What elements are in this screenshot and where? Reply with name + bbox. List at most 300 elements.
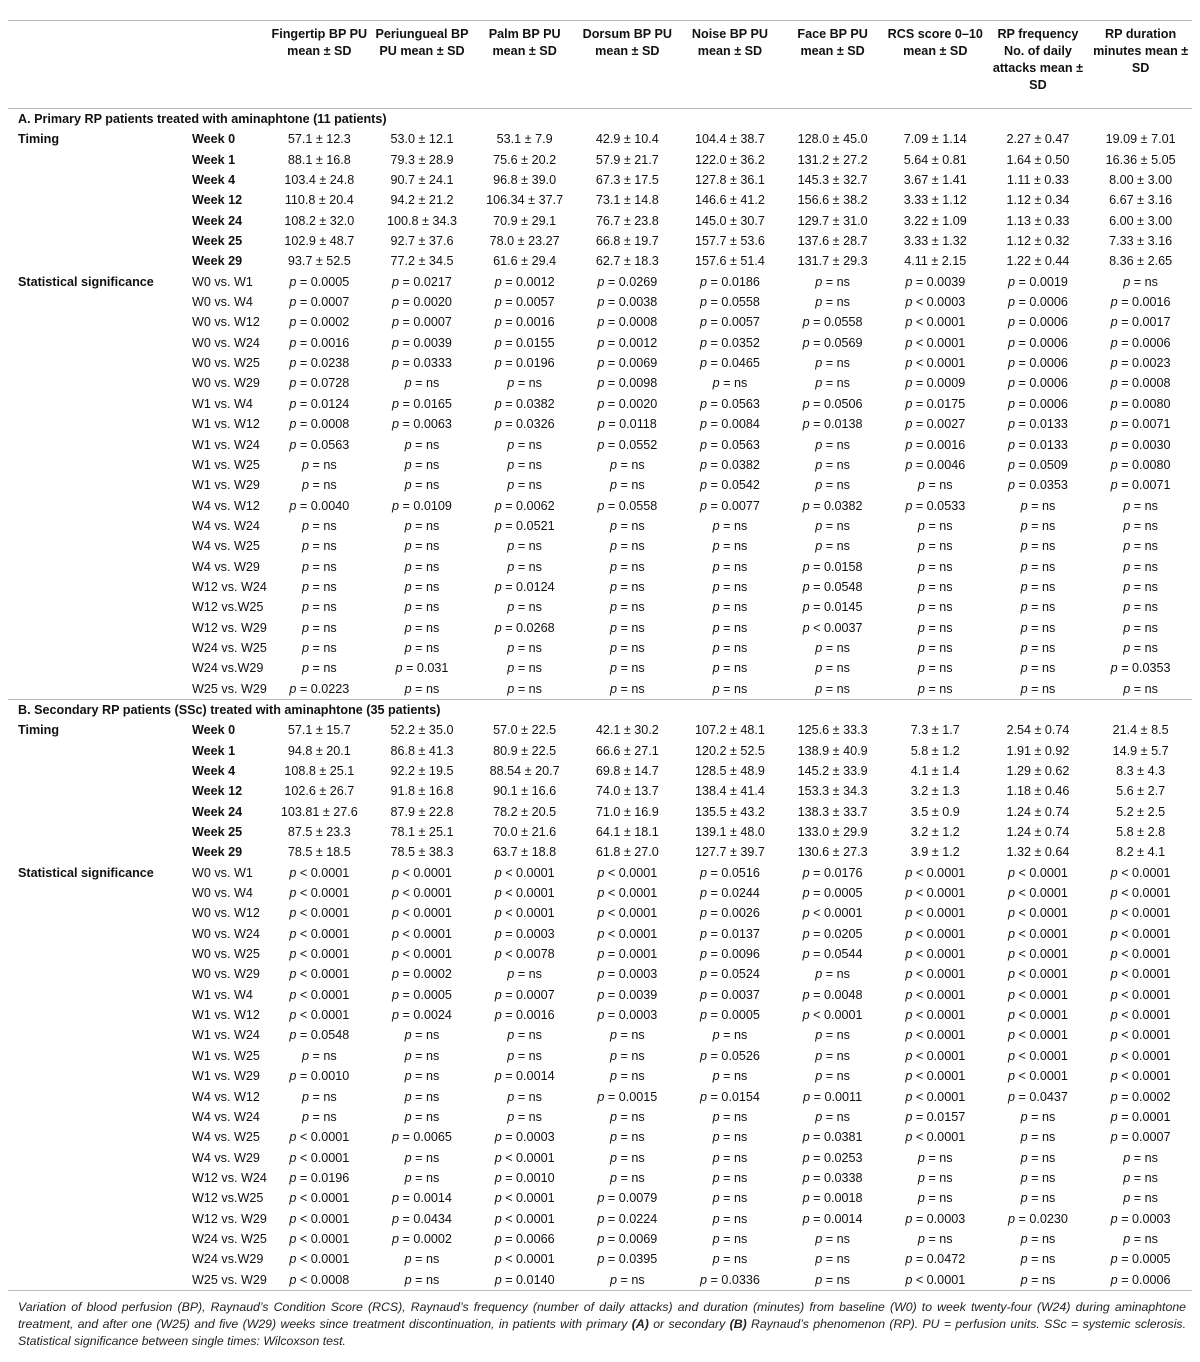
p-symbol: p	[917, 661, 925, 676]
p-value-cell	[679, 964, 782, 984]
p-symbol: p	[597, 906, 605, 921]
p-value-cell	[1089, 373, 1192, 393]
header-row	[8, 21, 1192, 109]
table-cell: 42.9 ± 10.4	[595, 132, 659, 147]
p-symbol: p	[905, 376, 913, 391]
p-symbol: p	[494, 579, 502, 594]
p-symbol: p	[301, 661, 309, 676]
p-symbol: p	[700, 274, 708, 289]
p-symbol: p	[392, 335, 400, 350]
group-label	[8, 373, 182, 393]
p-value-cell	[679, 353, 782, 373]
table-cell: 57.1 ± 12.3	[287, 132, 351, 147]
p-value-cell	[1089, 1107, 1192, 1127]
p-value: < 0.0001	[1018, 967, 1068, 982]
p-symbol: p	[404, 1028, 412, 1043]
stats-row	[8, 272, 1192, 292]
p-value-cell	[576, 903, 679, 923]
p-value-cell	[781, 985, 884, 1005]
row-label: W0 vs. W12	[192, 315, 260, 330]
p-value: = 0.0003	[505, 926, 555, 941]
column-header: Palm BP PU mean ± SD	[488, 27, 561, 58]
p-symbol: p	[700, 926, 708, 941]
p-value-cell	[781, 924, 884, 944]
p-symbol: p	[815, 1028, 823, 1043]
p-value: = ns	[620, 1130, 645, 1145]
table-cell: 139.1 ± 48.0	[694, 825, 765, 840]
p-value: = ns	[825, 437, 850, 452]
p-value-cell	[781, 1270, 884, 1291]
p-value-cell	[679, 679, 782, 700]
timing-row	[8, 822, 1192, 842]
p-value: < 0.0008	[299, 1272, 350, 1287]
p-symbol: p	[1007, 1028, 1015, 1043]
p-symbol: p	[1123, 1170, 1131, 1185]
p-value: = ns	[1031, 498, 1056, 513]
timing-row	[8, 842, 1192, 862]
p-value: < 0.0001	[402, 926, 452, 941]
p-value-cell	[1089, 516, 1192, 536]
p-value: = ns	[723, 600, 748, 615]
p-value-cell	[576, 373, 679, 393]
p-value-cell	[1089, 964, 1192, 984]
group-label	[8, 597, 182, 617]
p-value: = 0.0138	[813, 417, 863, 432]
p-value: = ns	[415, 1089, 440, 1104]
p-value-cell	[987, 577, 1090, 597]
table-cell: 157.7 ± 53.6	[694, 234, 765, 249]
p-value: = ns	[928, 559, 953, 574]
p-value: < 0.0001	[1018, 947, 1068, 962]
p-symbol: p	[597, 335, 605, 350]
header-blank	[8, 21, 182, 109]
p-value: = ns	[825, 274, 850, 289]
p-value-cell	[371, 496, 474, 516]
p-symbol: p	[507, 600, 515, 615]
group-label	[8, 557, 182, 577]
group-label	[8, 761, 182, 781]
p-symbol: p	[700, 967, 708, 982]
p-value: < 0.0001	[1018, 906, 1068, 921]
p-value: = ns	[1133, 620, 1158, 635]
p-value-cell	[473, 883, 576, 903]
section-title: B. Secondary RP patients (SSc) treated with aminaphtone (35 patients)	[18, 702, 441, 717]
p-symbol: p	[289, 1272, 297, 1287]
table-cell: 91.8 ± 16.8	[390, 784, 454, 799]
table-cell: 145.3 ± 32.7	[797, 173, 868, 188]
table-cell: 94.8 ± 20.1	[287, 743, 351, 758]
p-symbol: p	[289, 987, 297, 1002]
p-value-cell	[884, 414, 987, 434]
p-symbol: p	[1007, 356, 1015, 371]
row-label: W0 vs. W12	[192, 906, 260, 921]
p-symbol: p	[700, 947, 708, 962]
p-symbol: p	[700, 1048, 708, 1063]
p-value: < 0.0001	[1121, 1069, 1171, 1084]
p-value: < 0.0001	[915, 335, 966, 350]
p-value-cell	[679, 1025, 782, 1045]
p-value-cell	[987, 618, 1090, 638]
stats-row	[8, 394, 1192, 414]
p-value: = 0.0137	[710, 926, 760, 941]
p-value: = 0.0244	[710, 886, 760, 901]
p-value: = 0.0006	[1018, 376, 1068, 391]
p-symbol: p	[917, 1231, 925, 1246]
p-symbol: p	[609, 1028, 617, 1043]
p-symbol: p	[905, 437, 913, 452]
p-value-cell	[473, 903, 576, 923]
p-symbol: p	[289, 865, 297, 880]
p-symbol: p	[712, 559, 720, 574]
p-value: = ns	[825, 376, 850, 391]
p-value-cell	[371, 1229, 474, 1249]
p-value-cell	[1089, 455, 1192, 475]
p-value: = ns	[620, 579, 645, 594]
p-symbol: p	[1110, 1130, 1118, 1145]
p-symbol: p	[1020, 620, 1028, 635]
p-symbol: p	[609, 579, 617, 594]
p-value-cell	[1089, 1249, 1192, 1269]
p-symbol: p	[712, 620, 720, 635]
p-value: = 0.0063	[402, 417, 452, 432]
p-symbol: p	[815, 295, 823, 310]
p-value-cell	[371, 883, 474, 903]
table-cell: 138.3 ± 33.7	[797, 804, 868, 819]
p-symbol: p	[494, 417, 502, 432]
p-value: < 0.0001	[299, 886, 350, 901]
p-value: = ns	[1031, 1191, 1056, 1206]
table-cell: 78.0 ± 23.27	[489, 234, 560, 249]
p-value: = 0.0039	[915, 274, 966, 289]
p-value: = ns	[723, 579, 748, 594]
p-symbol: p	[609, 661, 617, 676]
p-value: < 0.0001	[915, 865, 966, 880]
table-cell: 1.13 ± 0.33	[1006, 213, 1070, 228]
p-value: = ns	[1031, 620, 1056, 635]
p-value: = 0.0352	[710, 335, 760, 350]
stats-row	[8, 1148, 1192, 1168]
p-value-cell	[371, 964, 474, 984]
p-symbol: p	[1110, 295, 1118, 310]
table-cell: 61.6 ± 29.4	[493, 254, 557, 269]
p-value: = ns	[928, 600, 953, 615]
table-cell: 63.7 ± 18.8	[493, 845, 557, 860]
p-value: = 0.0006	[1018, 356, 1068, 371]
column-header: Face BP PU mean ± SD	[797, 27, 868, 58]
p-symbol: p	[597, 886, 605, 901]
p-symbol: p	[289, 681, 297, 696]
p-symbol: p	[905, 1109, 913, 1124]
p-symbol: p	[815, 376, 823, 391]
p-symbol: p	[700, 335, 708, 350]
p-value: = ns	[1031, 1150, 1056, 1165]
p-value-cell	[473, 1046, 576, 1066]
p-value-cell	[987, 944, 1090, 964]
p-value: < 0.0001	[915, 356, 966, 371]
table-cell: 52.2 ± 35.0	[390, 723, 454, 738]
p-symbol: p	[815, 539, 823, 554]
p-symbol: p	[1007, 987, 1015, 1002]
p-value: < 0.0001	[1121, 1028, 1171, 1043]
p-value: < 0.0001	[1018, 926, 1068, 941]
p-value-cell	[781, 333, 884, 353]
p-value-cell	[679, 373, 782, 393]
p-value-cell	[884, 679, 987, 700]
group-label	[8, 1066, 182, 1086]
table-cell: 122.0 ± 36.2	[694, 152, 765, 167]
p-value: = 0.0017	[1121, 315, 1171, 330]
p-value: = 0.0026	[710, 906, 760, 921]
row-label: W0 vs. W24	[192, 335, 260, 350]
p-value-cell	[884, 618, 987, 638]
p-value: = ns	[825, 457, 850, 472]
p-symbol: p	[1007, 1008, 1015, 1023]
p-value-cell	[987, 1025, 1090, 1045]
p-symbol: p	[917, 559, 925, 574]
row-label: W1 vs. W29	[192, 478, 260, 493]
p-value-cell	[781, 414, 884, 434]
p-symbol: p	[712, 1109, 720, 1124]
p-value: = 0.0223	[299, 681, 350, 696]
p-value-cell	[576, 435, 679, 455]
p-value: = ns	[620, 1170, 645, 1185]
p-symbol: p	[609, 1069, 617, 1084]
p-value: = ns	[1031, 1109, 1056, 1124]
p-value-cell	[679, 272, 782, 292]
p-symbol: p	[404, 681, 412, 696]
p-value-cell	[884, 1148, 987, 1168]
p-value: = 0.0145	[813, 600, 863, 615]
p-value: = ns	[928, 579, 953, 594]
p-symbol: p	[507, 1028, 515, 1043]
p-value: = 0.0014	[505, 1069, 555, 1084]
table-body	[8, 109, 1192, 1291]
row-label: W4 vs. W25	[192, 1130, 260, 1145]
p-symbol: p	[1123, 600, 1131, 615]
p-symbol: p	[1110, 1069, 1118, 1084]
p-value-cell	[268, 394, 371, 414]
p-value-cell	[679, 1209, 782, 1229]
p-value: < 0.0001	[1018, 886, 1068, 901]
p-value-cell	[987, 1046, 1090, 1066]
table-cell: 80.9 ± 22.5	[493, 743, 557, 758]
table-cell: 1.91 ± 0.92	[1006, 743, 1070, 758]
table-cell: 157.6 ± 51.4	[694, 254, 765, 269]
p-value: = ns	[1031, 1130, 1056, 1145]
row-label: W24 vs.W29	[192, 661, 264, 676]
p-value: = 0.0037	[710, 987, 760, 1002]
p-symbol: p	[712, 1231, 720, 1246]
p-value: = ns	[1031, 1252, 1056, 1267]
p-value: = 0.0006	[1121, 1272, 1171, 1287]
p-value-cell	[679, 597, 782, 617]
p-value-cell	[884, 1229, 987, 1249]
p-value-cell	[473, 496, 576, 516]
p-value: = 0.0006	[1018, 315, 1068, 330]
p-value: = ns	[517, 681, 542, 696]
table-cell: 19.09 ± 7.01	[1105, 132, 1176, 147]
p-value: = ns	[723, 661, 748, 676]
p-value-cell	[268, 536, 371, 556]
p-symbol: p	[1110, 1048, 1118, 1063]
group-label	[8, 435, 182, 455]
p-symbol: p	[404, 1170, 412, 1185]
group-label	[8, 353, 182, 373]
p-value: = ns	[723, 1150, 748, 1165]
table-caption	[8, 1299, 1192, 1350]
p-symbol: p	[597, 274, 605, 289]
p-symbol: p	[802, 1191, 810, 1206]
p-symbol: p	[1007, 947, 1015, 962]
p-value-cell	[1089, 394, 1192, 414]
p-value-cell	[1089, 1229, 1192, 1249]
p-value: = ns	[723, 559, 748, 574]
p-value-cell	[473, 353, 576, 373]
p-value-cell	[268, 1249, 371, 1269]
p-value-cell	[1089, 618, 1192, 638]
p-value: = 0.0003	[607, 1008, 658, 1023]
p-value: = 0.0548	[299, 1028, 350, 1043]
row-label: W1 vs. W12	[192, 417, 260, 432]
p-value-cell	[781, 863, 884, 883]
p-value-cell	[781, 1229, 884, 1249]
p-value-cell	[268, 1005, 371, 1025]
p-value: = ns	[620, 661, 645, 676]
p-symbol: p	[802, 906, 810, 921]
p-symbol: p	[404, 620, 412, 635]
p-symbol: p	[802, 315, 810, 330]
p-symbol: p	[802, 396, 810, 411]
p-value-cell	[679, 557, 782, 577]
p-value: = 0.0544	[813, 947, 863, 962]
table-cell: 7.09 ± 1.14	[903, 132, 967, 147]
row-label: Week 25	[192, 234, 243, 249]
p-value-cell	[679, 394, 782, 414]
p-value: < 0.0001	[299, 947, 350, 962]
p-value-cell	[679, 903, 782, 923]
p-value-cell	[268, 658, 371, 678]
group-label	[8, 1209, 182, 1229]
p-value-cell	[473, 1209, 576, 1229]
table-cell: 137.6 ± 28.7	[797, 234, 868, 249]
p-value-cell	[473, 1188, 576, 1208]
p-value: = 0.0338	[813, 1170, 863, 1185]
p-value-cell	[371, 272, 474, 292]
p-value: = ns	[517, 661, 542, 676]
p-value-cell	[576, 496, 679, 516]
row-label: W12 vs.W25	[192, 600, 264, 615]
p-symbol: p	[597, 315, 605, 330]
p-value-cell	[884, 516, 987, 536]
stats-row	[8, 1046, 1192, 1066]
column-header: Fingertip BP PU mean ± SD	[271, 27, 368, 58]
p-symbol: p	[597, 376, 605, 391]
p-value-cell	[884, 1087, 987, 1107]
p-value: = ns	[312, 1048, 337, 1063]
p-value-cell	[371, 455, 474, 475]
p-value-cell	[576, 1025, 679, 1045]
p-value: = ns	[1133, 681, 1158, 696]
p-value: = ns	[517, 600, 542, 615]
p-value-cell	[1089, 1127, 1192, 1147]
p-value: = ns	[1133, 579, 1158, 594]
table-cell: 88.54 ± 20.7	[489, 764, 560, 778]
p-symbol: p	[802, 947, 810, 962]
p-symbol: p	[1020, 640, 1028, 655]
section-title-row	[8, 699, 1192, 720]
p-value-cell	[987, 353, 1090, 373]
group-label	[8, 1046, 182, 1066]
p-value-cell	[987, 863, 1090, 883]
p-symbol: p	[1020, 518, 1028, 533]
stats-row	[8, 883, 1192, 903]
p-symbol: p	[609, 1130, 617, 1145]
p-symbol: p	[1110, 376, 1118, 391]
p-symbol: p	[700, 295, 708, 310]
p-value-cell	[473, 1249, 576, 1269]
p-symbol: p	[507, 376, 515, 391]
p-value: = 0.0016	[505, 1008, 555, 1023]
p-value-cell	[1089, 557, 1192, 577]
p-value: = 0.0563	[710, 437, 760, 452]
p-value: = 0.0084	[710, 417, 760, 432]
p-symbol: p	[392, 1191, 400, 1206]
p-value: = ns	[723, 1130, 748, 1145]
p-value-cell	[884, 496, 987, 516]
p-symbol: p	[712, 1170, 720, 1185]
p-symbol: p	[802, 987, 810, 1002]
p-value-cell	[268, 1168, 371, 1188]
p-symbol: p	[917, 1191, 925, 1206]
table-cell: 92.2 ± 19.5	[390, 764, 454, 778]
row-label: W12 vs. W24	[192, 1170, 267, 1185]
p-symbol: p	[301, 640, 309, 655]
p-value: < 0.0001	[607, 886, 658, 901]
p-value-cell	[576, 679, 679, 700]
p-symbol: p	[609, 600, 617, 615]
p-value: = ns	[620, 681, 645, 696]
group-label: Statistical significance	[18, 865, 154, 880]
p-value-cell	[987, 435, 1090, 455]
p-value: = 0.0038	[607, 295, 658, 310]
p-value: = 0.0014	[813, 1211, 863, 1226]
p-value-cell	[781, 1066, 884, 1086]
p-value: < 0.0001	[299, 1252, 350, 1267]
p-value-cell	[884, 435, 987, 455]
p-value-cell	[987, 1229, 1090, 1249]
p-symbol: p	[494, 335, 502, 350]
p-symbol: p	[289, 376, 297, 391]
p-value: = 0.0046	[915, 457, 966, 472]
p-symbol: p	[802, 1211, 810, 1226]
p-value: = ns	[1031, 661, 1056, 676]
p-value-cell	[1089, 863, 1192, 883]
p-value: = ns	[415, 1170, 440, 1185]
table-cell: 1.22 ± 0.44	[1006, 254, 1070, 269]
table-cell: 5.64 ± 0.81	[903, 152, 967, 167]
p-value-cell	[576, 1270, 679, 1291]
table-cell: 3.33 ± 1.12	[903, 193, 967, 208]
p-symbol: p	[802, 559, 810, 574]
p-value-cell	[473, 475, 576, 495]
stats-row	[8, 333, 1192, 353]
row-label: Week 4	[192, 764, 236, 778]
p-value: = ns	[517, 1048, 542, 1063]
p-symbol: p	[1123, 1231, 1131, 1246]
p-value-cell	[473, 618, 576, 638]
p-value: = ns	[1133, 498, 1158, 513]
row-label: W1 vs. W12	[192, 1008, 260, 1023]
